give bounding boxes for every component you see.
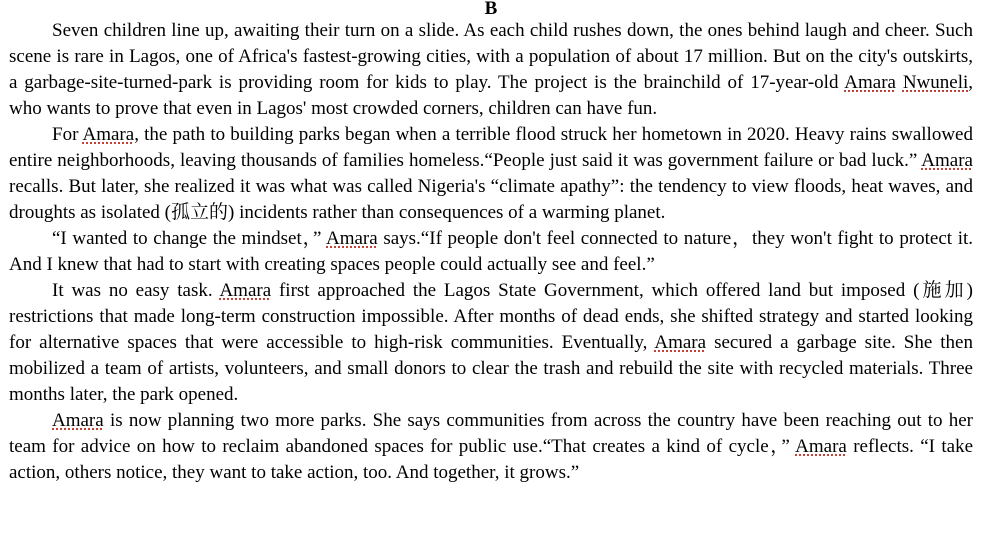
name-mark: Amara: [82, 124, 135, 145]
paragraph-2: [9, 122, 973, 226]
text-segment: It was no easy task.: [52, 280, 220, 301]
text-segment: Seven children line up, awaiting their turn on a slide. As each child rushes down, the ones behind laugh and cheer. Such scene is rare in Lagos, one of Africa's fastest-growing cities, with a population of about 17 million. But on the city's outskirts, a garbage-site-turned-park is providing room for kids to play. The project is the brainchild of 17-year-old: [9, 20, 973, 93]
text-segment: is now planning two more parks. She says communities from across the country have been reaching out to her team for advice on how to reclaim abandoned spaces for public use.“That creates a kind of cycle，”: [9, 410, 973, 457]
name-mark: Nwuneli: [902, 72, 969, 93]
section-title: B: [484, 0, 498, 19]
text-segment: reflects. “I take action, others notice, they want to take action, too. And together, it grows.”: [9, 436, 973, 483]
text-segment: [896, 72, 903, 93]
name-mark: Amara: [844, 72, 896, 93]
name-mark: Amara: [921, 150, 973, 171]
name-mark: Amara: [52, 410, 104, 431]
document-page: [9, 0, 973, 486]
text-segment: secured a garbage site. She then mobilized a team of artists, volunteers, and small donors to clear the trash and rebuild the site with recycled materials. Three months later, the park opened.: [9, 332, 973, 405]
text-segment: recalls. But later, she realized it was what was called Nigeria's “climate apathy”: the tendency to view floods, heat waves, and droughts as isolated (孤立的) incidents rather than consequences of a warming planet.: [9, 176, 973, 223]
text-segment: “I wanted to change the mindset，”: [52, 228, 326, 249]
text-segment: , who wants to prove that even in Lagos' most crowded corners, children can have fun.: [9, 72, 974, 119]
text-segment: , the path to building parks began when a terrible flood struck her hometown in 2020. Heavy rains swallowed entire neighborhoods, leaving thousands of families homeless.“People just said it was government failure or bad luck.”: [9, 124, 973, 171]
name-mark: Amara: [654, 332, 707, 353]
text-segment: first approached the Lagos State Government, which offered land but imposed (施加) restrictions that made long-term construction impossible. After months of dead ends, she shifted strategy and started looking for alternative spaces that were accessible to high-risk communities. Eventually,: [9, 280, 973, 353]
paragraph-4: [9, 278, 973, 408]
paragraph-3: [9, 226, 973, 278]
name-mark: Amara: [219, 280, 272, 301]
name-mark: Amara: [326, 228, 378, 249]
name-mark: Amara: [795, 436, 847, 457]
text-segment: For: [52, 124, 83, 145]
text-segment: says.“If people don't feel connected to nature，they won't fight to protect it. And I knew that had to start with creating spaces people could actually see and feel.”: [9, 228, 974, 275]
paragraph-5: [9, 408, 973, 486]
paragraph-1: [9, 18, 973, 122]
